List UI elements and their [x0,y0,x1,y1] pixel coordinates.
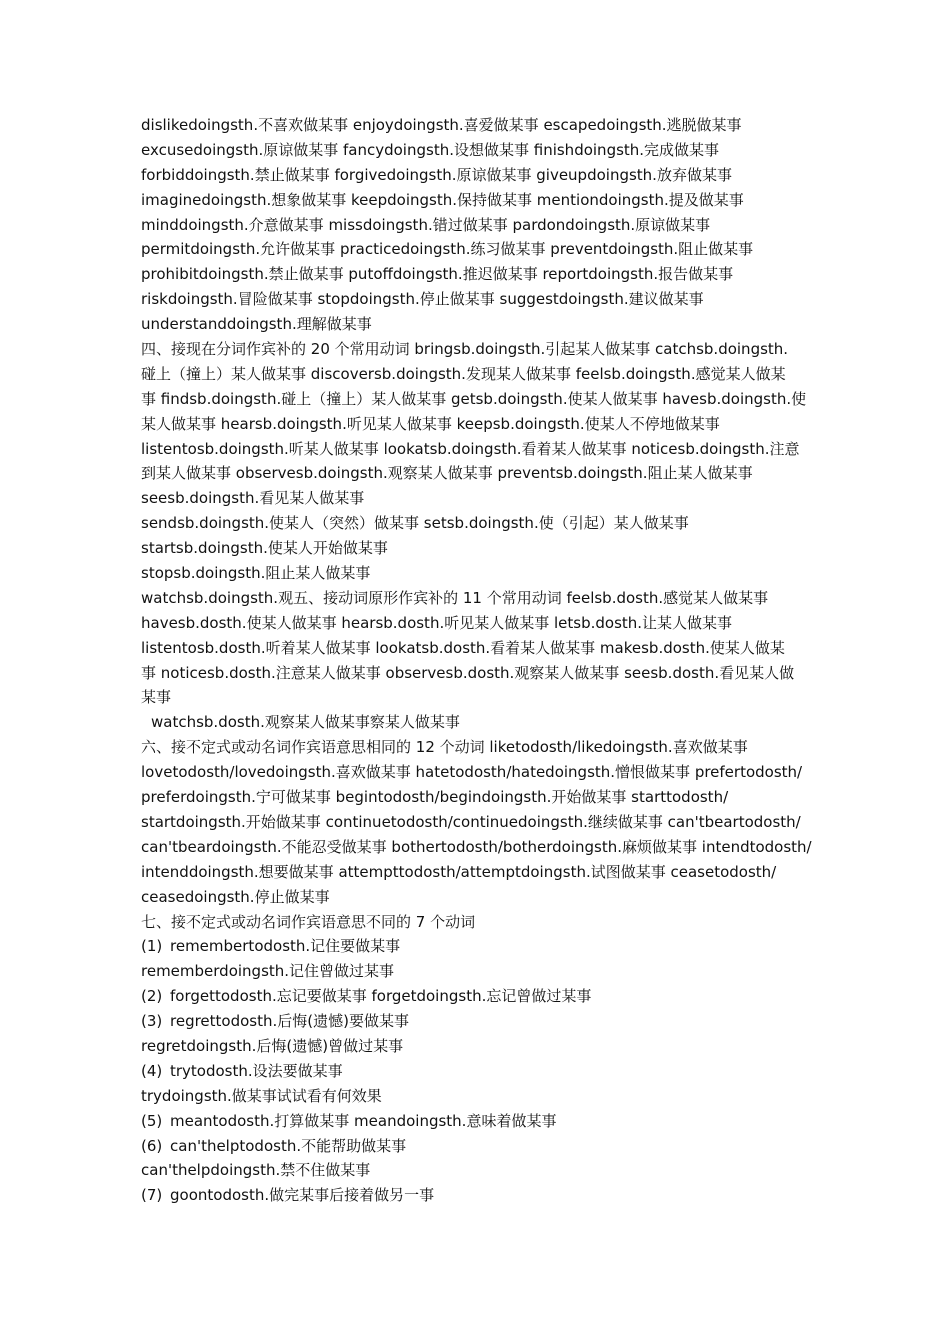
item-text: can'thelptodosth.不能帮助做某事 [170,1136,407,1155]
text-line: can'thelpdoingsth.禁不住做某事 [141,1161,371,1180]
section-heading-4: 四、接现在分词作宾补的 20 个常用动词 bringsb.doingsth.引起某人做某事 catchsb.doingsth. [141,340,789,359]
text-line: 碰上（撞上）某人做某事 discoversb.doingsth.发现某人做某事 feelsb.doingsth.感觉某人做某 [141,364,786,383]
text-line: rememberdoingsth.记住曾做过某事 [141,962,395,981]
text-line: preferdoingsth.宁可做某事 begintodosth/begindoingsth.开始做某事 starttodosth/ [141,788,729,807]
text-line: 事 noticesb.dosth.注意某人做某事 observesb.dosth.观察某人做某事 seesb.dosth.看见某人做 [141,663,795,682]
text-line: 某事 [141,688,172,707]
item-text: trytodosth.设法要做某事 [170,1061,343,1080]
section-heading-6: 六、接不定式或动名词作宾语意思相同的 12 个动词 liketodosth/likedoingsth.喜欢做某事 [141,738,748,757]
text-line: 事 findsb.doingsth.碰上（撞上）某人做某事 getsb.doingsth.使某人做某事 havesb.doingsth.使 [141,389,807,408]
text-line: startsb.doingsth.使某人开始做某事 [141,539,388,558]
text-line: imaginedoingsth.想象做某事 keepdoingsth.保持做某事 mentiondoingsth.提及做某事 [141,190,744,209]
text-line: seesb.doingsth.看见某人做某事 [141,489,365,508]
item-text: forgettodosth.忘记要做某事 forgetdoingsth.忘记曾做过某事 [170,987,592,1006]
item-number: (5) [141,1111,163,1130]
text-line: stopsb.doingsth.阻止某人做某事 [141,564,371,583]
text-line: excusedoingsth.原谅做某事 fancydoingsth.设想做某事 finishdoingsth.完成做某事 [141,140,720,159]
text-line: sendsb.doingsth.使某人（突然）做某事 setsb.doingsth.使（引起）某人做某事 [141,514,689,533]
item-text: meantodosth.打算做某事 meandoingsth.意味着做某事 [170,1111,557,1130]
item-number: (3) [141,1012,163,1031]
text-line: can'tbeardoingsth.不能忍受做某事 bothertodosth/botherdoingsth.麻烦做某事 intendtodosth/ [141,837,812,856]
section-heading-5: watchsb.doingsth.观五、接动词原形作宾补的 11 个常用动词 feelsb.dosth.感觉某人做某事 [141,588,769,607]
numbered-item [141,1183,813,1208]
text-line: permitdoingsth.允许做某事 practicedoingsth.练习做某事 preventdoingsth.阻止做某事 [141,240,754,259]
document-body [141,113,813,1208]
text-line: ceasedoingsth.停止做某事 [141,887,330,906]
numbered-item [141,1134,813,1159]
text-line: riskdoingsth.冒险做某事 stopdoingsth.停止做某事 suggestdoingsth.建议做某事 [141,290,704,309]
numbered-item [141,1109,813,1134]
text-line: regretdoingsth.后悔(遗憾)曾做过某事 [141,1036,404,1055]
item-number: (7) [141,1186,163,1205]
numbered-item [141,1059,813,1084]
text-line: dislikedoingsth.不喜欢做某事 enjoydoingsth.喜爱做某事 escapedoingsth.逃脱做某事 [141,116,742,134]
text-line: 某人做某事 hearsb.doingsth.听见某人做某事 keepsb.doingsth.使某人不停地做某事 [141,414,720,433]
text-line: forbiddoingsth.禁止做某事 forgivedoingsth.原谅做某事 giveupdoingsth.放弃做某事 [141,165,732,184]
item-number: (4) [141,1061,163,1080]
text-line: 到某人做某事 observesb.doingsth.观察某人做某事 preventsb.doingsth.阻止某人做某事 [141,464,753,483]
text-line: intenddoingsth.想要做某事 attempttodosth/attemptdoingsth.试图做某事 ceasetodosth/ [141,862,777,881]
text-line: prohibitdoingsth.禁止做某事 putoffdoingsth.推迟做某事 reportdoingsth.报告做某事 [141,265,734,284]
item-text: remembertodosth.记住要做某事 [170,937,401,956]
text-line: havesb.dosth.使某人做某事 hearsb.dosth.听见某人做某事 letsb.dosth.让某人做某事 [141,613,733,632]
text-line: listentosb.dosth.听着某人做某事 lookatsb.dosth.看着某人做某事 makesb.dosth.使某人做某 [141,638,785,657]
section-heading-7: 七、接不定式或动名词作宾语意思不同的 7 个动词 [141,912,476,931]
item-text: regrettodosth.后悔(遗憾)要做某事 [170,1012,409,1031]
item-text: goontodosth.做完某事后接着做另一事 [170,1186,435,1205]
text-line: trydoingsth.做某事试试看有何效果 [141,1086,382,1105]
item-number: (1) [141,937,163,956]
numbered-item [141,1009,813,1034]
item-number: (2) [141,987,163,1006]
item-number: (6) [141,1136,163,1155]
text-line: listentosb.doingsth.听某人做某事 lookatsb.doingsth.看着某人做某事 noticesb.doingsth.注意 [141,439,800,458]
text-line: lovetodosth/lovedoingsth.喜欢做某事 hatetodosth/hatedoingsth.憎恨做某事 prefertodosth/ [141,763,803,782]
text-line: watchsb.dosth.观察某人做某事察某人做某事 [151,713,460,732]
numbered-item [141,984,813,1009]
numbered-item [141,934,813,959]
text-line: startdoingsth.开始做某事 continuetodosth/continuedoingsth.继续做某事 can'tbeartodosth/ [141,812,801,831]
text-line: understanddoingsth.理解做某事 [141,315,372,334]
text-line: minddoingsth.介意做某事 missdoingsth.错过做某事 pardondoingsth.原谅做某事 [141,215,711,234]
